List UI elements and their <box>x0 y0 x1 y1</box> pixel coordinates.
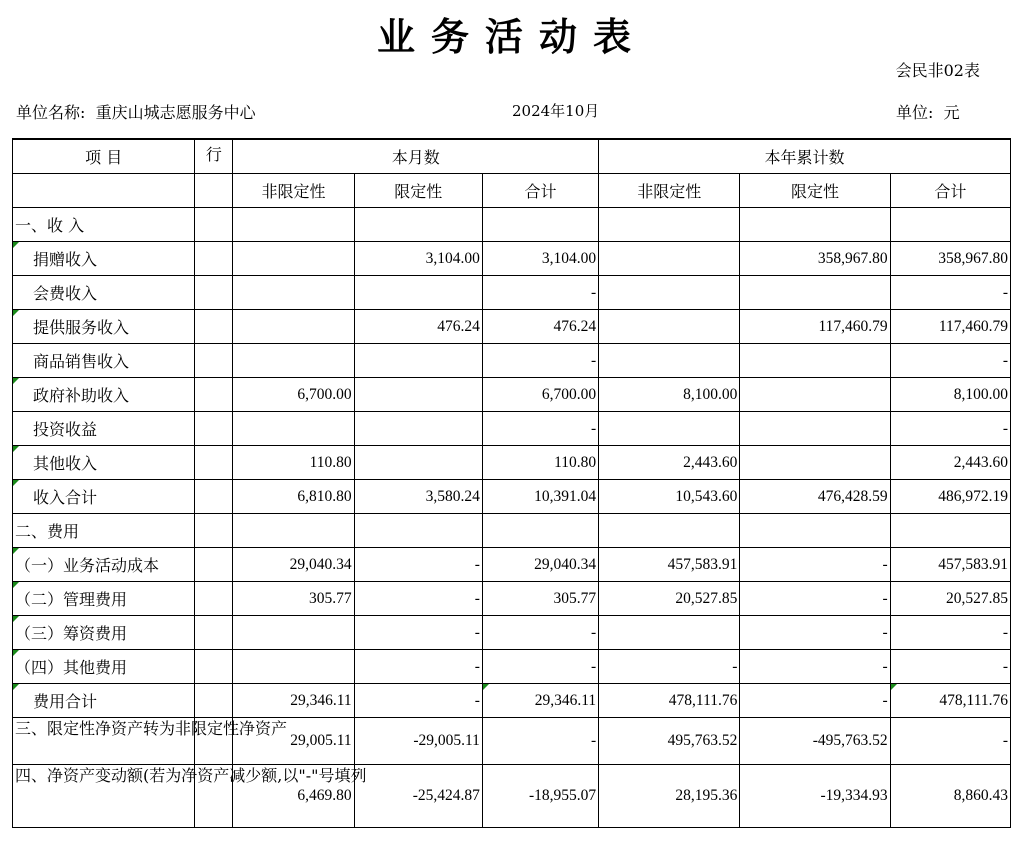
row-value: -18,955.07 <box>482 765 598 828</box>
row-value: 2,443.60 <box>599 446 740 480</box>
header-col: 限定性 <box>740 174 890 208</box>
row-value: -495,763.52 <box>740 718 890 765</box>
row-value: - <box>354 582 482 616</box>
table-row <box>13 765 1011 828</box>
row-value: - <box>482 718 598 765</box>
row-value <box>233 616 354 650</box>
row-value: 3,104.00 <box>482 242 598 276</box>
row-line-number <box>195 514 233 548</box>
row-label: 一、收 入 <box>13 208 195 242</box>
table-row <box>13 208 1011 242</box>
row-value: - <box>890 344 1010 378</box>
row-line-number <box>195 208 233 242</box>
activity-statement-table <box>12 138 1011 828</box>
row-value: - <box>482 344 598 378</box>
unit-name-line <box>16 100 256 123</box>
table-row <box>13 412 1011 446</box>
row-line-number <box>195 412 233 446</box>
header-blank <box>13 174 195 208</box>
table-row <box>13 684 1011 718</box>
row-value: 6,810.80 <box>233 480 354 514</box>
row-value <box>354 208 482 242</box>
row-line-number <box>195 378 233 412</box>
table-row <box>13 718 1011 765</box>
row-value: 305.77 <box>233 582 354 616</box>
report-date: 2024年10月 <box>512 102 600 120</box>
table-row <box>13 242 1011 276</box>
row-value <box>740 276 890 310</box>
table-row <box>13 582 1011 616</box>
row-value <box>354 446 482 480</box>
header-item: 项 目 <box>13 139 195 174</box>
row-label: 政府补助收入 <box>13 378 195 412</box>
row-value: 6,469.80 <box>233 765 354 828</box>
row-value: - <box>354 616 482 650</box>
currency-unit <box>896 100 960 123</box>
table-row <box>13 616 1011 650</box>
row-line-number <box>195 616 233 650</box>
row-label: （一）业务活动成本 <box>13 548 195 582</box>
row-value <box>740 412 890 446</box>
row-value: -29,005.11 <box>354 718 482 765</box>
row-label: 四、净资产变动额(若为净资产减少额,以"-"号填列 <box>13 765 195 828</box>
row-label: （四）其他费用 <box>13 650 195 684</box>
row-value <box>740 514 890 548</box>
header-line <box>195 139 233 174</box>
row-value: 495,763.52 <box>599 718 740 765</box>
row-label: （三）筹资费用 <box>13 616 195 650</box>
row-value <box>740 344 890 378</box>
header-line-text: 行 <box>205 145 222 164</box>
table-row <box>13 378 1011 412</box>
row-value: 110.80 <box>482 446 598 480</box>
currency-value: 元 <box>943 103 960 122</box>
row-value: 117,460.79 <box>740 310 890 344</box>
row-value <box>890 208 1010 242</box>
row-value: 8,860.43 <box>890 765 1010 828</box>
row-value <box>599 514 740 548</box>
row-value: 117,460.79 <box>890 310 1010 344</box>
row-value: 305.77 <box>482 582 598 616</box>
row-value: 110.80 <box>233 446 354 480</box>
row-line-number <box>195 718 233 765</box>
row-value: - <box>354 548 482 582</box>
row-value: 457,583.91 <box>599 548 740 582</box>
row-value: 28,195.36 <box>599 765 740 828</box>
row-value: 486,972.19 <box>890 480 1010 514</box>
row-value <box>233 242 354 276</box>
row-value <box>354 514 482 548</box>
header-month: 本月数 <box>233 139 599 174</box>
row-value: - <box>482 650 598 684</box>
row-line-number <box>195 480 233 514</box>
header-col: 合计 <box>482 174 598 208</box>
row-value: -25,424.87 <box>354 765 482 828</box>
row-line-number <box>195 310 233 344</box>
row-label: 收入合计 <box>13 480 195 514</box>
row-value <box>740 208 890 242</box>
row-value: - <box>740 684 890 718</box>
row-value: 3,580.24 <box>354 480 482 514</box>
row-value <box>599 208 740 242</box>
row-value <box>233 650 354 684</box>
table-row <box>13 310 1011 344</box>
row-value: 29,346.11 <box>233 684 354 718</box>
row-label: （二）管理费用 <box>13 582 195 616</box>
row-value <box>233 276 354 310</box>
table-row <box>13 344 1011 378</box>
row-label: 三、限定性净资产转为非限定性净资产 <box>13 718 195 765</box>
row-label: 费用合计 <box>13 684 195 718</box>
row-value <box>599 616 740 650</box>
row-value <box>599 412 740 446</box>
form-number: 会民非02表 <box>895 61 980 80</box>
row-value <box>482 514 598 548</box>
row-line-number <box>195 446 233 480</box>
row-label: 二、费用 <box>13 514 195 548</box>
row-value <box>233 514 354 548</box>
row-value: 476.24 <box>354 310 482 344</box>
row-label: 其他收入 <box>13 446 195 480</box>
row-value <box>599 344 740 378</box>
row-value <box>482 208 598 242</box>
table-row <box>13 446 1011 480</box>
row-value: - <box>740 582 890 616</box>
row-value: 478,111.76 <box>599 684 740 718</box>
unit-name-value: 重庆山城志愿服务中心 <box>95 103 256 122</box>
row-value <box>354 344 482 378</box>
row-value <box>233 208 354 242</box>
row-label: 会费收入 <box>13 276 195 310</box>
header-col: 限定性 <box>354 174 482 208</box>
row-value: 29,346.11 <box>482 684 598 718</box>
header-ytd: 本年累计数 <box>599 139 1011 174</box>
row-value: 20,527.85 <box>890 582 1010 616</box>
row-value <box>233 344 354 378</box>
row-value: - <box>890 412 1010 446</box>
currency-label: 单位: <box>896 103 934 122</box>
row-line-number <box>195 344 233 378</box>
row-value: - <box>890 718 1010 765</box>
row-value: - <box>482 412 598 446</box>
row-value: - <box>740 650 890 684</box>
row-line-number <box>195 276 233 310</box>
row-value: 29,005.11 <box>233 718 354 765</box>
row-value: 29,040.34 <box>233 548 354 582</box>
row-value: 8,100.00 <box>599 378 740 412</box>
row-value: - <box>354 650 482 684</box>
row-label: 提供服务收入 <box>13 310 195 344</box>
row-value: 6,700.00 <box>233 378 354 412</box>
row-value <box>599 276 740 310</box>
row-value <box>233 412 354 446</box>
row-value <box>599 310 740 344</box>
row-value: 29,040.34 <box>482 548 598 582</box>
report-title: 业务活动表 <box>376 14 647 59</box>
row-value: 20,527.85 <box>599 582 740 616</box>
row-value: - <box>890 616 1010 650</box>
table-row <box>13 650 1011 684</box>
row-label: 捐赠收入 <box>13 242 195 276</box>
row-value: 6,700.00 <box>482 378 598 412</box>
row-value <box>354 276 482 310</box>
row-value <box>740 378 890 412</box>
row-value: 476.24 <box>482 310 598 344</box>
row-value <box>233 310 354 344</box>
row-label: 投资收益 <box>13 412 195 446</box>
row-value: 8,100.00 <box>890 378 1010 412</box>
row-value: 10,391.04 <box>482 480 598 514</box>
table-row <box>13 480 1011 514</box>
row-value: - <box>890 276 1010 310</box>
header-col: 非限定性 <box>233 174 354 208</box>
row-line-number <box>195 242 233 276</box>
row-value <box>890 514 1010 548</box>
unit-name-label: 单位名称: <box>16 103 86 122</box>
row-value: 358,967.80 <box>890 242 1010 276</box>
row-line-number <box>195 582 233 616</box>
row-line-number <box>195 765 233 828</box>
table-row <box>13 548 1011 582</box>
row-value: - <box>890 650 1010 684</box>
row-label: 商品销售收入 <box>13 344 195 378</box>
row-value: 10,543.60 <box>599 480 740 514</box>
row-value: - <box>482 276 598 310</box>
row-value: 476,428.59 <box>740 480 890 514</box>
row-value: - <box>740 548 890 582</box>
header-line-blank <box>195 174 233 208</box>
row-value <box>740 446 890 480</box>
row-value: - <box>740 616 890 650</box>
row-value: - <box>482 616 598 650</box>
header-col: 非限定性 <box>599 174 740 208</box>
table-row <box>13 276 1011 310</box>
row-value: 358,967.80 <box>740 242 890 276</box>
table-row <box>13 514 1011 548</box>
row-value <box>599 242 740 276</box>
row-value <box>354 412 482 446</box>
row-line-number <box>195 548 233 582</box>
header-col: 合计 <box>890 174 1010 208</box>
row-line-number <box>195 650 233 684</box>
row-value: -19,334.93 <box>740 765 890 828</box>
row-value <box>354 378 482 412</box>
row-value: 457,583.91 <box>890 548 1010 582</box>
row-value: 478,111.76 <box>890 684 1010 718</box>
row-value: - <box>354 684 482 718</box>
row-line-number <box>195 684 233 718</box>
row-value: - <box>599 650 740 684</box>
row-value: 2,443.60 <box>890 446 1010 480</box>
row-value: 3,104.00 <box>354 242 482 276</box>
